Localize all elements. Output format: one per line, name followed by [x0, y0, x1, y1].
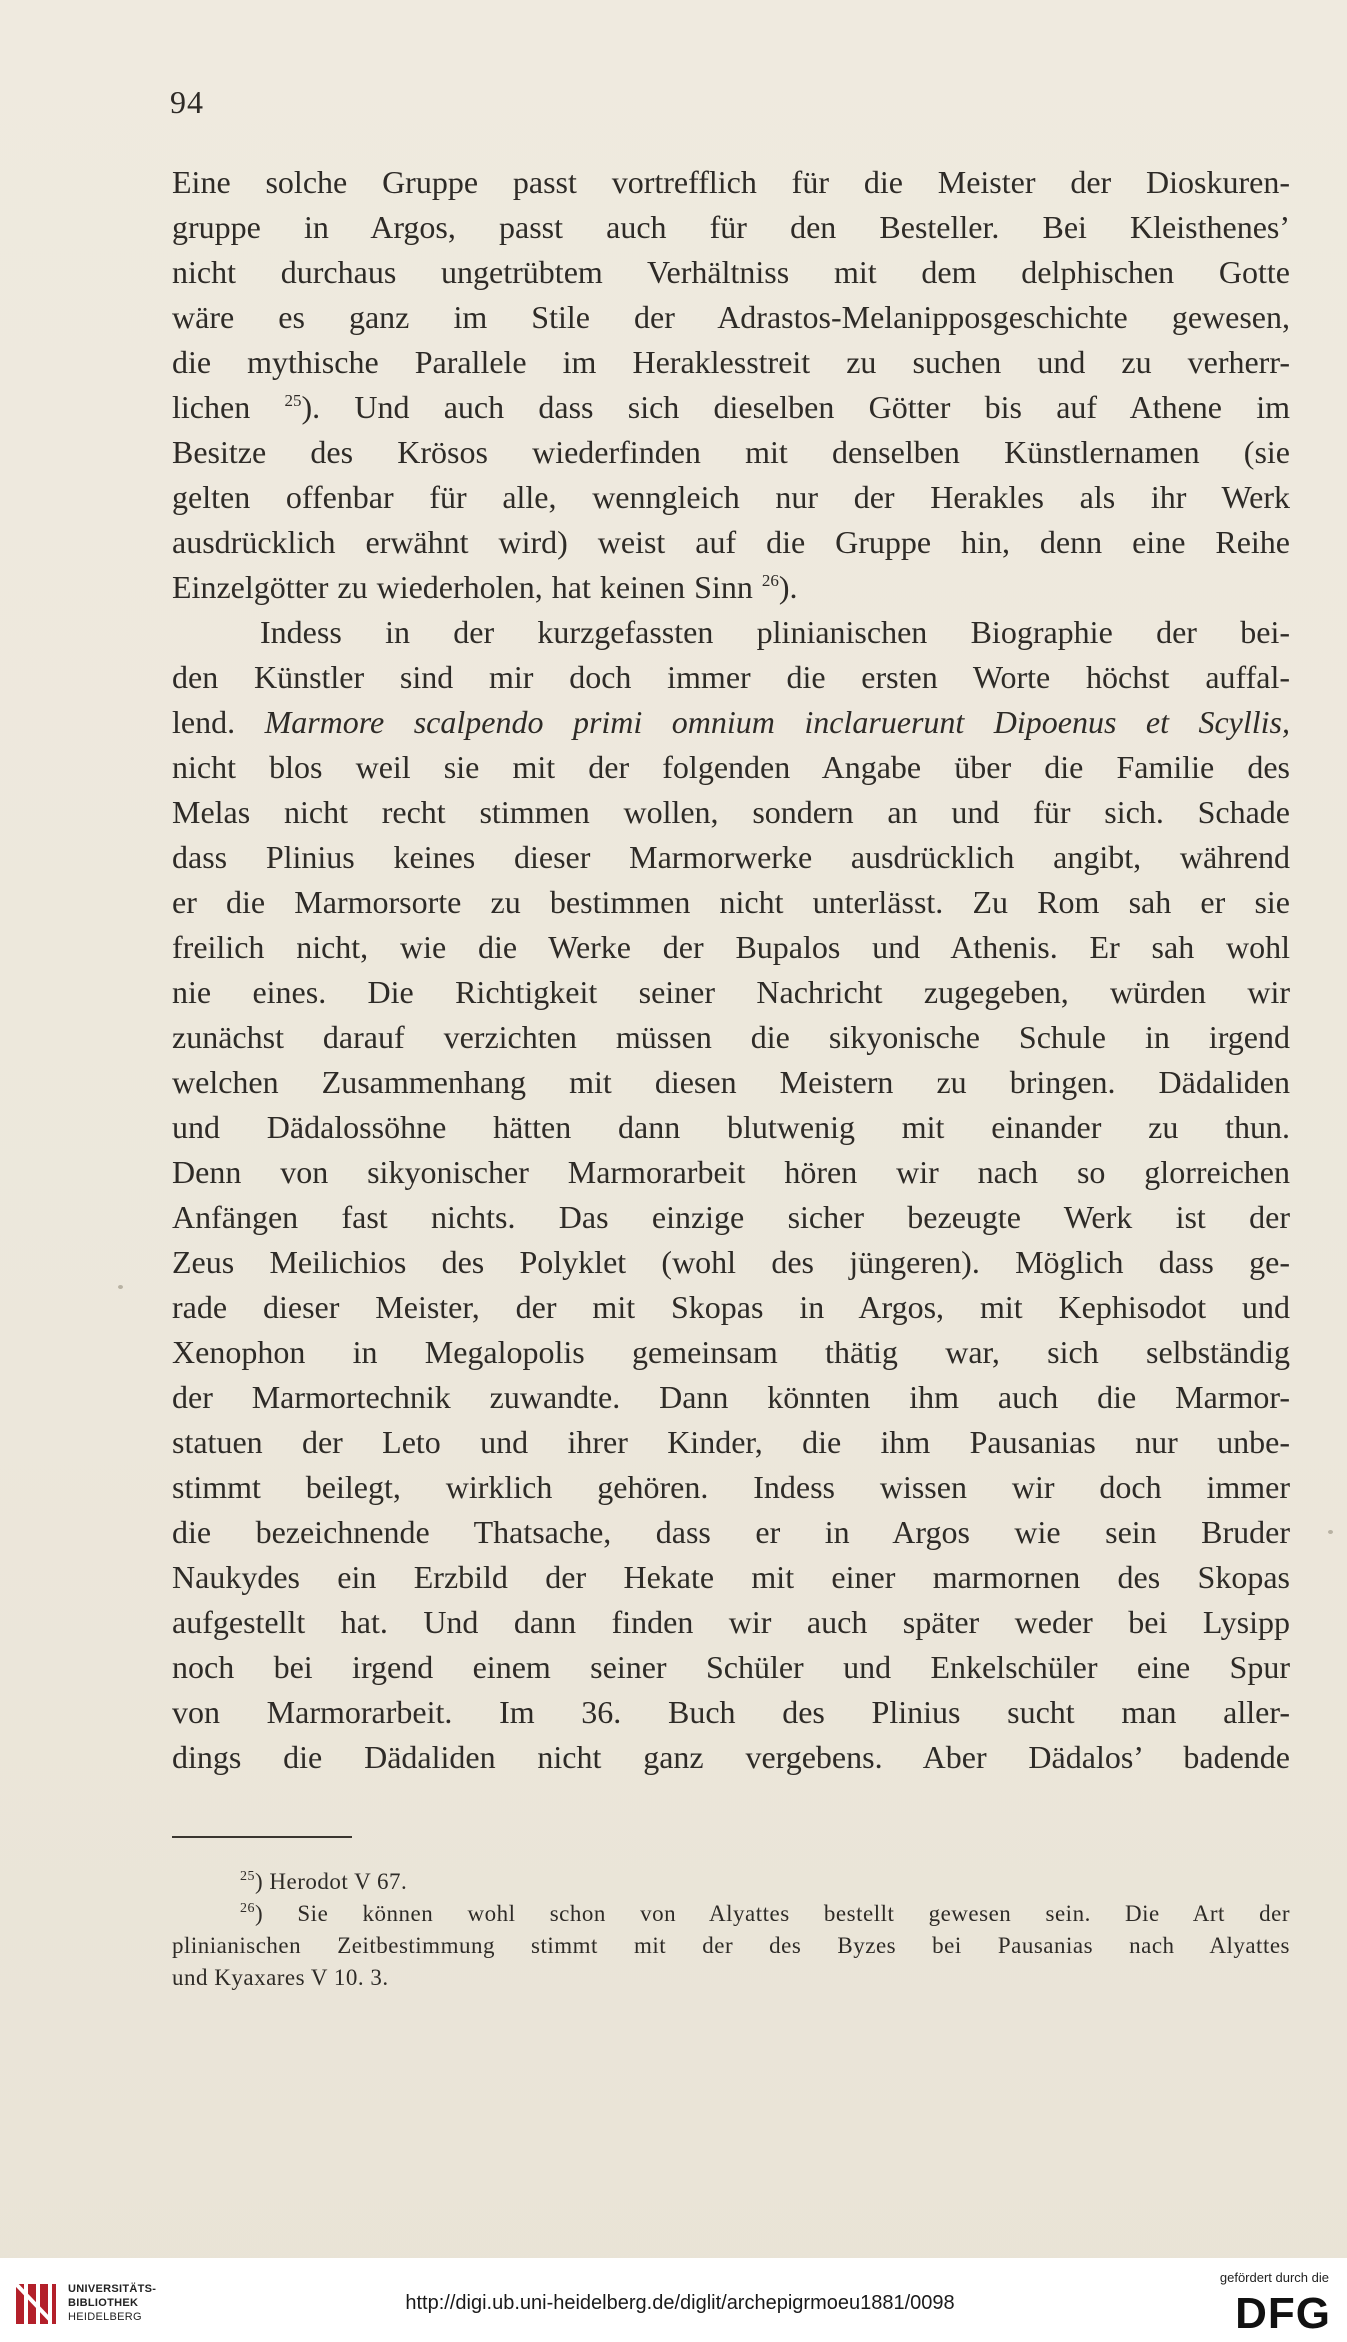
- text-run: dings die Dädaliden nicht ganz vergebens. Aber Dädalos’ badende: [172, 1739, 1290, 1775]
- footnote-marker: 26: [240, 1901, 255, 1916]
- dfg-logo: DFG: [1235, 2289, 1331, 2338]
- footnote-divider: [172, 1836, 352, 1838]
- text-line: [172, 1060, 1290, 1105]
- text-line: [172, 1866, 1290, 1898]
- text-run: rade dieser Meister, der mit Skopas in Argos, mit Kephisodot und: [172, 1289, 1290, 1325]
- text-run: freilich nicht, wie die Werke der Bupalos und Athenis. Er sah wohl: [172, 929, 1290, 965]
- text-run: Besitze des Krösos wiederfinden mit denselben Künstlernamen (sie: [172, 434, 1290, 470]
- text-line: [172, 745, 1290, 790]
- text-run: er die Marmorsorte zu bestimmen nicht unterlässt. Zu Rom sah er sie: [172, 884, 1290, 920]
- text-run: ausdrücklich erwähnt wird) weist auf die Gruppe hin, denn eine Reihe: [172, 524, 1290, 560]
- text-line: [172, 970, 1290, 1015]
- body-text: [172, 160, 1290, 1780]
- text-line: [172, 430, 1290, 475]
- text-run: die bezeichnende Thatsache, dass er in Argos wie sein Bruder: [172, 1514, 1290, 1550]
- text-run: dass Plinius keines dieser Marmorwerke ausdrücklich angibt, während: [172, 839, 1290, 875]
- text-run: lichen: [172, 389, 285, 425]
- text-line: [172, 1375, 1290, 1420]
- text-line: [172, 1600, 1290, 1645]
- digitization-footer: [0, 2258, 1347, 2342]
- text-run: Denn von sikyonischer Marmorarbeit hören wir nach so glorreichen: [172, 1154, 1290, 1190]
- footnote-marker: 25: [240, 1869, 255, 1884]
- library-name-line: BIBLIOTHEK: [68, 2297, 139, 2309]
- text-run: zunächst darauf verzichten müssen die sikyonische Schule in irgend: [172, 1019, 1290, 1055]
- text-run: aufgestellt hat. Und dann finden wir auch später weder bei Lysipp: [172, 1604, 1290, 1640]
- footnote-marker: 25: [284, 391, 302, 410]
- text-line: [172, 385, 1290, 430]
- text-run: Melas nicht recht stimmen wollen, sondern an und für sich. Schade: [172, 794, 1290, 830]
- text-line: [172, 205, 1290, 250]
- text-run: von Marmorarbeit. Im 36. Buch des Plinius sucht man aller-: [172, 1694, 1290, 1730]
- text-line: [172, 700, 1290, 745]
- text-line: [172, 1962, 1290, 1994]
- text-run: und Kyaxares V 10. 3.: [172, 1965, 389, 1990]
- text-line: [172, 1195, 1290, 1240]
- funded-by-label: gefördert durch die: [1219, 2270, 1329, 2285]
- text-line: [172, 835, 1290, 880]
- text-run: Einzelgötter zu wiederholen, hat keinen Sinn: [172, 569, 762, 605]
- text-run: der Marmortechnik zuwandte. Dann könnten ihm auch die Marmor-: [172, 1379, 1290, 1415]
- text-line: [172, 520, 1290, 565]
- library-name-line: HEIDELBERG: [68, 2311, 142, 2323]
- text-line: [172, 1735, 1290, 1780]
- paper-speck: [118, 1285, 123, 1289]
- permalink-url[interactable]: http://digi.ub.uni-heidelberg.de/diglit/archepigrmoeu1881/0098: [405, 2292, 955, 2314]
- text-run: statuen der Leto und ihrer Kinder, die ihm Pausanias nur unbe-: [172, 1424, 1290, 1460]
- text-line: [172, 1898, 1290, 1930]
- text-run: ) Herodot V 67.: [255, 1869, 408, 1894]
- text-run: plinianischen Zeitbestimmung stimmt mit der des Byzes bei Pausanias nach Alyattes: [172, 1933, 1290, 1958]
- text-run: ) Sie können wohl schon von Alyattes bestellt gewesen sein. Die Art der: [255, 1901, 1290, 1926]
- footnotes: [172, 1866, 1290, 1994]
- text-line: [172, 610, 1290, 655]
- text-line: [172, 925, 1290, 970]
- text-run: Eine solche Gruppe passt vortrefflich für die Meister der Dioskuren-: [172, 164, 1290, 200]
- text-run: stimmt beilegt, wirklich gehören. Indess wissen wir doch immer: [172, 1469, 1290, 1505]
- footnote-marker: 26: [761, 571, 779, 590]
- text-run: lend.: [172, 704, 265, 740]
- text-line: [172, 790, 1290, 835]
- text-line: [172, 880, 1290, 925]
- text-run: wäre es ganz im Stile der Adrastos-Melanipposgeschichte gewesen,: [172, 299, 1290, 335]
- text-line: [172, 340, 1290, 385]
- text-run: welchen Zusammenhang mit diesen Meistern zu bringen. Dädaliden: [172, 1064, 1290, 1100]
- text-line: [172, 1510, 1290, 1555]
- text-line: [172, 1240, 1290, 1285]
- text-run: Zeus Meilichios des Polyklet (wohl des jüngeren). Möglich dass ge-: [172, 1244, 1290, 1280]
- text-line: [172, 1930, 1290, 1962]
- text-run: nicht durchaus ungetrübtem Verhältniss mit dem delphischen Gotte: [172, 254, 1290, 290]
- text-line: [172, 565, 1290, 610]
- text-line: [172, 475, 1290, 520]
- text-line: [172, 1465, 1290, 1510]
- text-run: und Dädalossöhne hätten dann blutwenig mit einander zu thun.: [172, 1109, 1290, 1145]
- text-line: [172, 295, 1290, 340]
- text-line: [172, 1105, 1290, 1150]
- text-run: ).: [778, 569, 798, 605]
- text-run: Naukydes ein Erzbild der Hekate mit einer marmornen des Skopas: [172, 1559, 1290, 1595]
- text-line: [172, 1015, 1290, 1060]
- page-number: 94: [170, 84, 204, 120]
- text-line: [172, 1330, 1290, 1375]
- text-line: [172, 250, 1290, 295]
- library-name-line: UNIVERSITÄTS-: [68, 2283, 157, 2295]
- text-line: [172, 160, 1290, 205]
- text-run: Marmore scalpendo primi omnium inclaruerunt Dipoenus et Scyllis,: [264, 704, 1290, 740]
- university-library-logo-icon: [14, 2280, 60, 2328]
- text-run: nicht blos weil sie mit der folgenden Angabe über die Familie des: [172, 749, 1290, 785]
- text-line: [172, 1690, 1290, 1735]
- text-run: Xenophon in Megalopolis gemeinsam thätig war, sich selbständig: [172, 1334, 1290, 1370]
- paper-speck: [1328, 1530, 1333, 1534]
- text-run: ). Und auch dass sich dieselben Götter bis auf Athene im: [301, 389, 1291, 425]
- text-run: Anfängen fast nichts. Das einzige sicher bezeugte Werk ist der: [172, 1199, 1290, 1235]
- text-run: Indess in der kurzgefassten plinianischen Biographie der bei-: [260, 614, 1290, 650]
- text-run: den Künstler sind mir doch immer die ersten Worte höchst auffal-: [172, 659, 1290, 695]
- text-run: gruppe in Argos, passt auch für den Besteller. Bei Kleisthenes’: [172, 209, 1290, 245]
- text-run: die mythische Parallele im Heraklesstreit zu suchen und zu verherr-: [172, 344, 1290, 380]
- text-run: noch bei irgend einem seiner Schüler und Enkelschüler eine Spur: [172, 1649, 1290, 1685]
- text-line: [172, 1285, 1290, 1330]
- text-line: [172, 1150, 1290, 1195]
- text-line: [172, 655, 1290, 700]
- text-line: [172, 1645, 1290, 1690]
- text-run: nie eines. Die Richtigkeit seiner Nachricht zugegeben, würden wir: [172, 974, 1290, 1010]
- library-name: [68, 2282, 156, 2324]
- text-line: [172, 1420, 1290, 1465]
- text-run: gelten offenbar für alle, wenngleich nur der Herakles als ihr Werk: [172, 479, 1290, 515]
- text-line: [172, 1555, 1290, 1600]
